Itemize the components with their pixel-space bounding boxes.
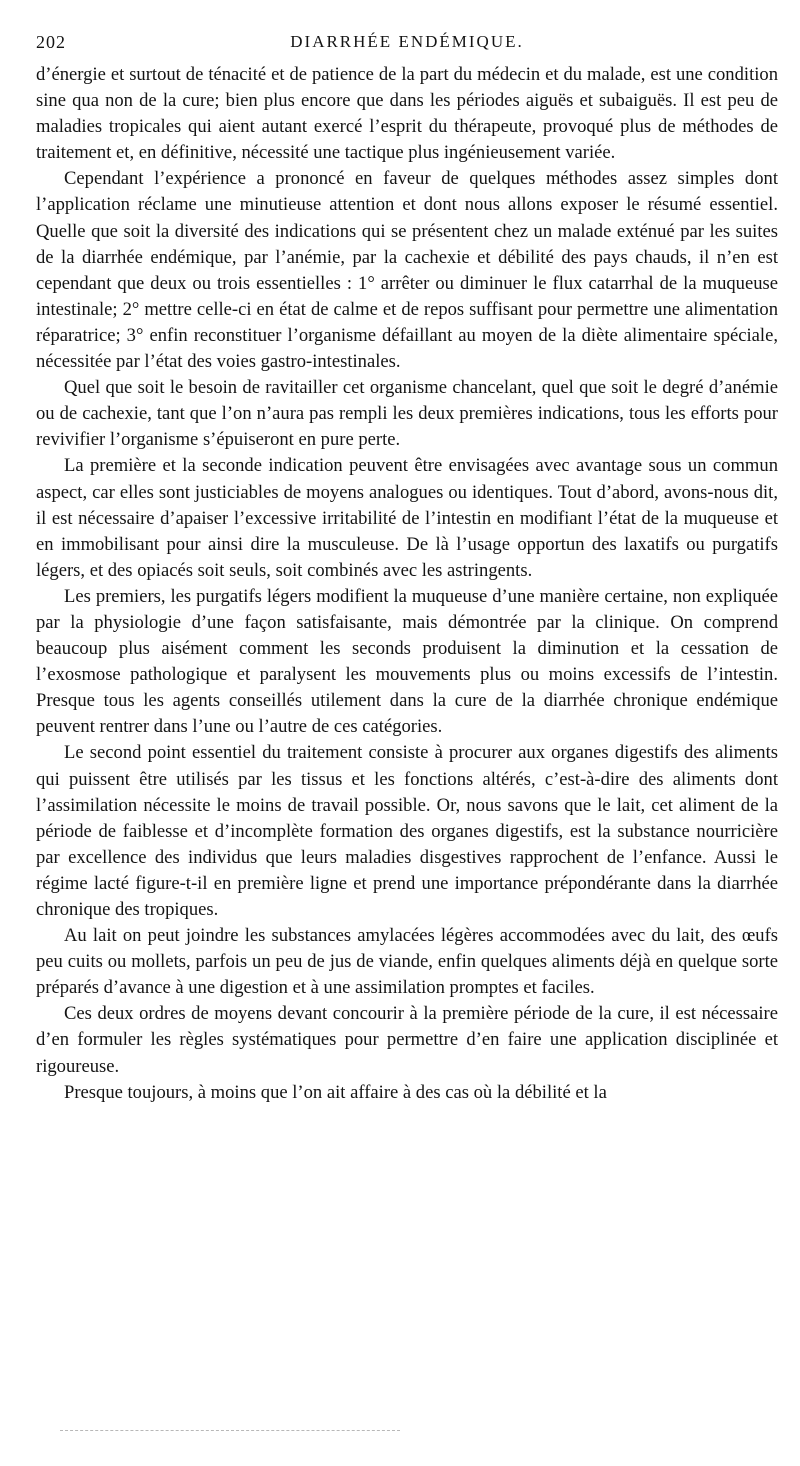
paragraph: Cependant l’expérience a prononcé en faveur de quelques méthodes assez simples dont l’application réclame une minutieuse attention et dont nous allons exposer le résumé essentiel. Quelle que soit la diversité des indications qui se présentent chez un malade exténué par les suites de la diarrhée endémique, par l’anémie, par la cachexie et débilité des pays chauds, il n’en est cependant que deux ou trois essentielles : 1° arrêter ou diminuer le flux catarrhal de la muqueuse intestinale; 2° mettre celle-ci en état de calme et de repos suffisant pour permettre une alimentation réparatrice; 3° enfin reconstituer l’organisme défaillant au moyen de la diète alimentaire spéciale, nécessitée par l’état des voies gastro-intestinales.: [36, 168, 778, 373]
running-head: [36, 24, 778, 54]
body-text: [36, 62, 778, 1106]
paragraph: Les premiers, les purgatifs légers modifient la muqueuse d’une manière certaine, non expliquée par la physiologie d’une façon satisfaisante, mais démontrée par la clinique. On comprend beaucoup plus aisément comment les seconds produisent la diminution et la cessation de l’exosmose pathologique et paralysent les mouvements plus ou moins excessifs de l’intestin. Presque tous les agents conseillés utilement dans la cure de la diarrhée chronique endémique peuvent rentrer dans l’une ou l’autre de ces catégories.: [36, 585, 778, 738]
paragraph: La première et la seconde indication peuvent être envisagées avec avantage sous un commun aspect, car elles sont justiciables de moyens analogues ou identiques. Tout d’abord, avons-nous dit, il est nécessaire d’apaiser l’excessive irritabilité de l’intestin en modifiant l’état de la muqueuse et en immobilisant pour ainsi dire la musculeuse. De là l’usage opportun des laxatifs ou purgatifs légers, et des opiacés soit seuls, soit combinés avec les astringents.: [36, 455, 778, 581]
book-page: [36, 24, 778, 1106]
paragraph-continuation: d’énergie et surtout de ténacité et de patience de la part du médecin et du malade, est une condition sine qua non de la cure; bien plus encore que dans les périodes aiguës et subaiguës. Il est peu de maladies tropicales qui aient autant exercé l’esprit du thérapeute, provoqué plus de méthodes de traitement et, en définitive, nécessité une tactique plus ingénieusement variée.: [36, 64, 778, 164]
paragraph: Le second point essentiel du traitement consiste à procurer aux organes digestifs des aliments qui puissent être utilisés par les tissus et les fonctions altérés, c’est-à-dire des aliments dont l’assimilation nécessite le moins de travail possible. Or, nous savons que le lait, cet aliment de la période de faiblesse et d’incomplète formation des organes digestifs, est la substance nourricière par excellence des individus que leurs maladies disgestives rapprochent de l’enfance. Aussi le régime lacté figure-t-il en première ligne et prend une importance prépondérante dans la diarrhée chronique des tropiques.: [36, 742, 778, 920]
footer-rule: [60, 1430, 400, 1431]
paragraph-last: Presque toujours, à moins que l’on ait affaire à des cas où la débilité et la: [64, 1081, 607, 1103]
running-title: DIARRHÉE ENDÉMIQUE.: [290, 32, 524, 51]
paragraph: Quel que soit le besoin de ravitailler cet organisme chancelant, quel que soit le degré d’anémie ou de cachexie, tant que l’on n’aura pas rempli les deux premières indications, tous les efforts pour revivifier l’organisme s’épuiseront en pure perte.: [36, 377, 778, 451]
paragraph: Ces deux ordres de moyens devant concourir à la première période de la cure, il est nécessaire d’en formuler les règles systématiques pour permettre d’en faire une application disciplinée et rigoureuse.: [36, 1003, 778, 1077]
paragraph: Au lait on peut joindre les substances amylacées légères accommodées avec du lait, des œufs peu cuits ou mollets, parfois un peu de jus de viande, enfin quelques aliments déjà en quelque sorte préparés d’avance à une digestion et à une assimilation promptes et faciles.: [36, 925, 778, 999]
page-number: 202: [36, 32, 66, 52]
